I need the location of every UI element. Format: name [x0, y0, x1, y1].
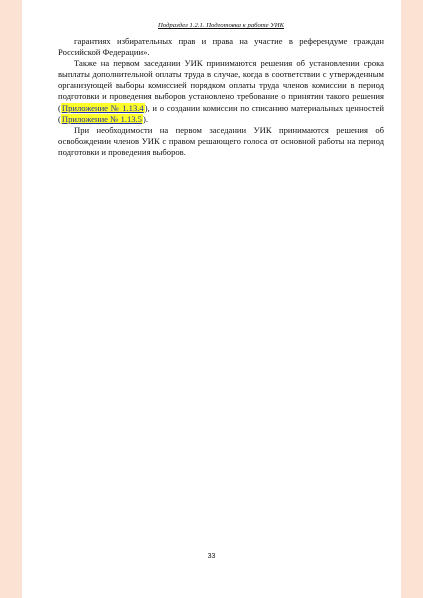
paragraph-text: ).: [142, 113, 148, 124]
paragraph-text: ), и о создании комиссии по списанию материальных ценностей (: [58, 102, 385, 124]
right-margin-stripe: [401, 0, 423, 598]
left-margin-stripe: [0, 0, 22, 598]
appendix-link-1-13-4[interactable]: Приложение № 1.13.4: [61, 102, 144, 113]
paragraph-text: Также на первом заседании УИК принимаются решения об установлении срока выплаты дополнительной оплаты труда в случае, когда в соответствии с утвержденным организующей выборы комиссией порядком оплаты труда членов комиссии в период подготовки и проведения выборов установлено требование о принятии такого решения (: [58, 58, 384, 113]
document-page: [58, 22, 384, 158]
paragraph-first-meeting-decisions: [58, 58, 384, 125]
paragraph-continuation: гарантиях избирательных прав и права на участие в референдуме граждан Российской Федерации».: [58, 36, 384, 58]
section-header: Подраздел 1.2.1. Подготовка к работе УИК: [157, 22, 285, 29]
page-number: 33: [207, 553, 216, 560]
appendix-link-1-13-5[interactable]: Приложение № 1.13.5: [61, 113, 142, 124]
paragraph-release-from-work: При необходимости на первом заседании УИК принимаются решения об освобождении членов УИК с правом решающего голоса от основной работы на период подготовки и проведения выборов.: [58, 124, 384, 157]
